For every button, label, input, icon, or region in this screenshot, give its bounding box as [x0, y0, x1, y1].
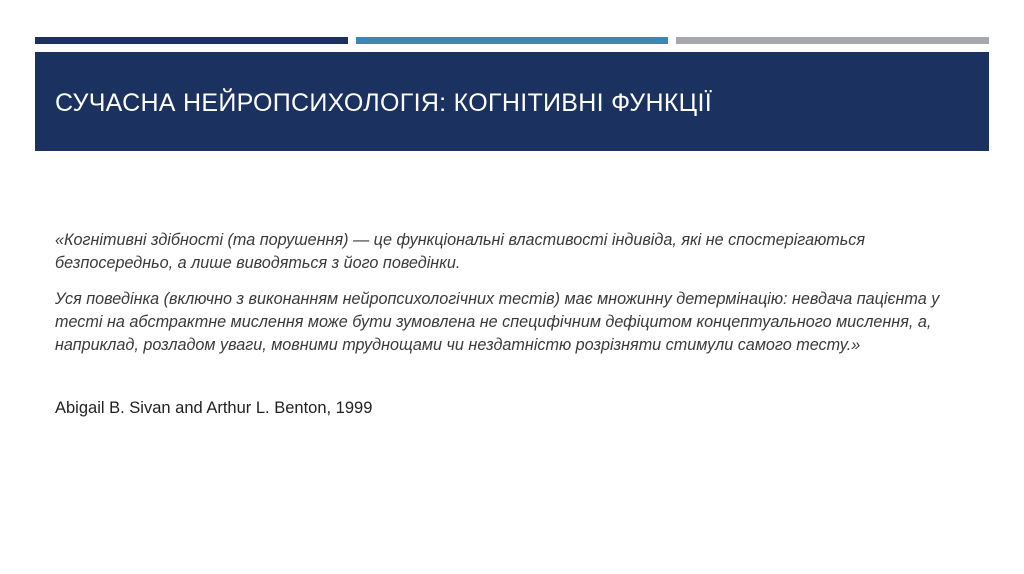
citation: Abigail B. Sivan and Arthur L. Benton, 1999 [55, 399, 373, 417]
accent-bar-gray [676, 37, 989, 44]
quote-paragraph-1: «Когнітивні здібності (та порушення) — це функціональні властивості індивіда, які не спостерігаються безпосередньо, а лише виводяться з його поведінки. [55, 231, 866, 272]
accent-bar-dark [35, 37, 348, 44]
title-band [35, 52, 989, 151]
quote-paragraph-2: Уся поведінка (включно з виконанням нейропсихологічних тестів) має множинну детермінацію: невдача пацієнта у тесті на абстрактне мислення може бути зумовлена не специфічним дефіцитом концептуального мислення, а, наприклад, розладом уваги, мовними труднощами чи нездатністю розрізняти стимули самого тесту.» [55, 290, 940, 354]
slide-body [55, 229, 955, 420]
accent-bar-blue [356, 37, 668, 44]
slide-title: СУЧАСНА НЕЙРОПСИХОЛОГІЯ: КОГНІТИВНІ ФУНКЦІЇ [55, 89, 712, 117]
